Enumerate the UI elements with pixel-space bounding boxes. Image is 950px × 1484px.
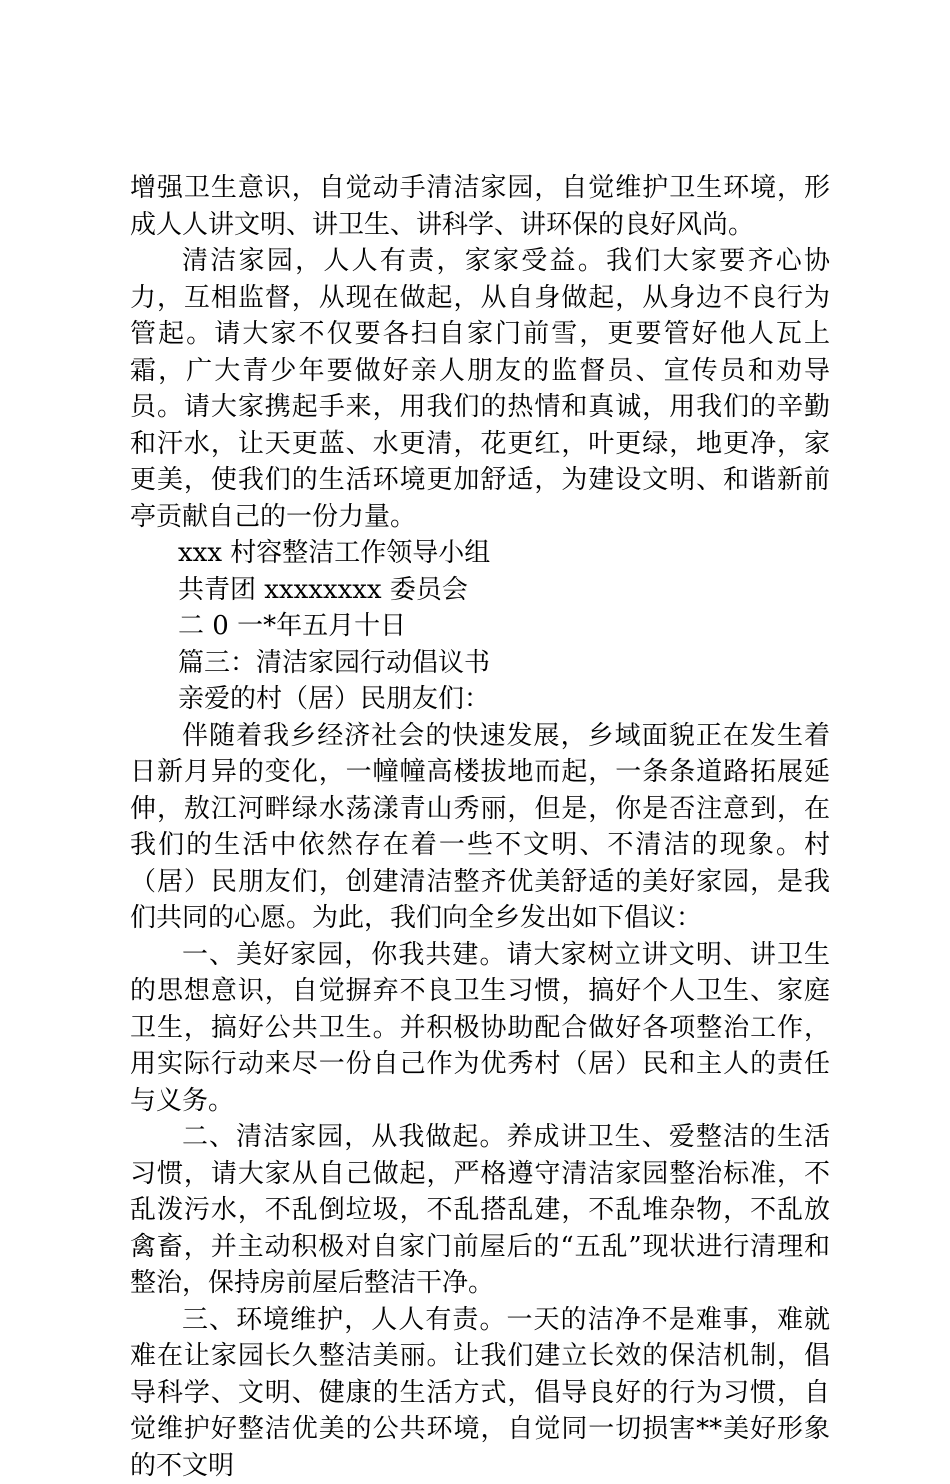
- paragraph-point-two: 二、清洁家园，从我做起。养成讲卫生、爱整洁的生活习惯，请大家从自己做起，严格遵守清洁家园整治标准，不乱泼污水，不乱倒垃圾，不乱搭乱建，不乱堆杂物，不乱放禽畜，并主动积极对自家门前屋后的“五乱”现状进行清理和整治，保持房前屋后整洁干净。: [130, 1119, 830, 1302]
- paragraph-hygiene-awareness: 增强卫生意识，自觉动手清洁家园，自觉维护卫生环境，形成人人讲文明、讲卫生、讲科学、讲环保的良好风尚。: [130, 170, 830, 243]
- paragraph-intro: 伴随着我乡经济社会的快速发展，乡域面貌正在发生着日新月异的变化，一幢幢高楼拔地而起，一条条道路拓展延伸，敖江河畔绿水荡漾青山秀丽，但是，你是否注意到，在我们的生活中依然存在着一些不文明、不清洁的现象。村（居）民朋友们，创建清洁整齐优美舒适的美好家园，是我们共同的心愿。为此，我们向全乡发出如下倡议：: [130, 718, 830, 937]
- paragraph-point-one: 一、美好家园，你我共建。请大家树立讲文明、讲卫生的思想意识，自觉摒弃不良卫生习惯，搞好个人卫生、家庭卫生，搞好公共卫生。并积极协助配合做好各项整治工作，用实际行动来尽一份自己作为优秀村（居）民和主人的责任与义务。: [130, 937, 830, 1120]
- paragraph-clean-home-responsibility: 清洁家园，人人有责，家家受益。我们大家要齐心协力，互相监督，从现在做起，从自身做起，从身边不良行为管起。请大家不仅要各扫自家门前雪，更要管好他人瓦上霜，广大青少年要做好亲人朋友的监督员、宣传员和劝导员。请大家携起手来，用我们的热情和真诚，用我们的辛勤和汗水，让天更蓝、水更清，花更红，叶更绿，地更净，家更美，使我们的生活环境更加舒适，为建设文明、和谐新前亭贡献自己的一份力量。: [130, 243, 830, 535]
- section-heading: 篇三：清洁家园行动倡议书: [130, 645, 830, 682]
- signature-date: 二 0 一*年五月十日: [130, 608, 830, 645]
- paragraph-point-three: 三、环境维护，人人有责。一天的洁净不是难事，难就难在让家园长久整洁美丽。让我们建立长效的保洁机制，倡导科学、文明、健康的生活方式，倡导良好的行为习惯，自觉维护好整洁优美的公共环境，自觉同一切损害**美好形象的不文明: [130, 1302, 830, 1484]
- signature-leading-group: xxx 村容整洁工作领导小组: [130, 535, 830, 572]
- signature-youth-league: 共青团 xxxxxxxx 委员会: [130, 572, 830, 609]
- document-body: [130, 170, 830, 1484]
- salutation: 亲爱的村（居）民朋友们：: [130, 681, 830, 718]
